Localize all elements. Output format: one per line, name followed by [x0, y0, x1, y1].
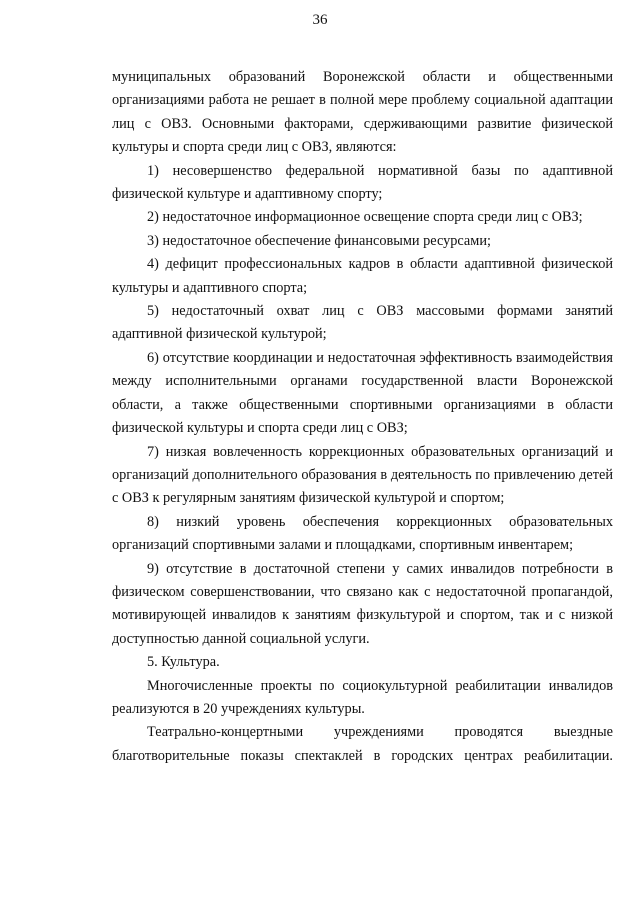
paragraph-culture-projects: Многочисленные проекты по социокультурной реабилитации инвалидов реализуются в 20 учреждениях культуры. [112, 677, 613, 717]
paragraph-intro: муниципальных образований Воронежской области и общественными организациями работа не решает в полной мере проблему социальной адаптации лиц с ОВЗ. Основными факторами, сдерживающими развитие физической культуры и спорта среди лиц с ОВЗ, являются: [112, 69, 613, 156]
section-heading-culture: 5. Культура. [147, 654, 220, 671]
list-item-9: 9) отсутствие в достаточной степени у самих инвалидов потребности в физическом совершенствовании, что связано как с недостаточной пропагандой, мотивирующей инвалидов к занятиям физкультурой и спортом, так и с низкой доступностью данной социальной услуги. [112, 560, 613, 647]
list-item-4: 4) дефицит профессиональных кадров в области адаптивной физической культуры и адаптивного спорта; [112, 256, 613, 296]
list-item-7: 7) низкая вовлеченность коррекционных образовательных организаций и организаций дополнительного образования в деятельность по привлечению детей с ОВЗ к регулярным занятиям физической культурой и спортом; [112, 443, 613, 507]
list-item-3: 3) недостаточное обеспечение финансовыми ресурсами; [147, 232, 491, 249]
list-item-6: 6) отсутствие координации и недостаточная эффективность взаимодействия между исполнительными органами государственной власти Воронежской области, а также общественными спортивными организациями в области физической культуры и спорта среди лиц с ОВЗ; [112, 349, 613, 437]
paragraph-theatre-shows: Театрально-концертными учреждениями проводятся выездные благотворительные показы спектаклей в городских центрах реабилитации. [112, 724, 613, 764]
list-item-8: 8) низкий уровень обеспечения коррекционных образовательных организаций спортивными залами и площадками, спортивным инвентарем; [112, 513, 613, 554]
list-item-5: 5) недостаточный охват лиц с ОВЗ массовыми формами занятий адаптивной физической культурой; [112, 303, 613, 343]
list-item-1: 1) несовершенство федеральной нормативной базы по адаптивной физической культуре и адаптивному спорту; [112, 162, 613, 203]
list-item-2: 2) недостаточное информационное освещение спорта среди лиц с ОВЗ; [147, 209, 583, 226]
page-number: 36 [312, 12, 328, 28]
document-body [112, 66, 613, 768]
